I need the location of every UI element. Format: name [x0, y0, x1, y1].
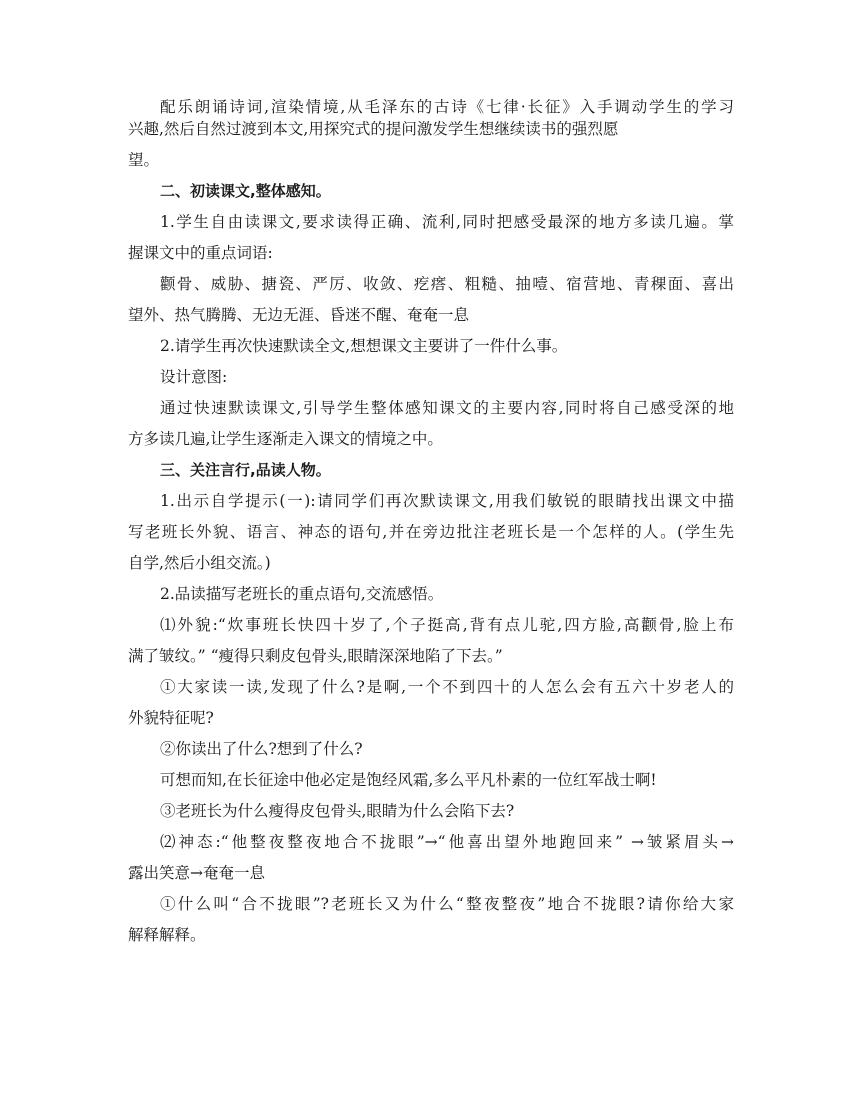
text-line: 解释解释。: [128, 926, 206, 944]
text-line: 1.学生自由读课文,要求读得正确、流利,同时把感受最深的地方多读几遍。掌: [160, 213, 734, 231]
paragraph: [128, 893, 734, 946]
paragraph: [128, 831, 734, 884]
text-line: 自学,然后小组交流。): [128, 554, 271, 572]
text-line: ①大家读一读,发现了什么?是啊,一个不到四十的人怎么会有五六十岁老人的: [160, 678, 734, 696]
text-line: 露出笑意→奄奄一息: [128, 864, 265, 882]
text-line: 望外、热气腾腾、无边无涯、昏迷不醒、奄奄一息: [128, 306, 470, 324]
text-line: 2.品读描写老班长的重点语句,交流感悟。: [160, 585, 444, 603]
text-line: 可想而知,在长征途中他必定是饱经风霜,多么平凡朴素的一位红军战士啊!: [160, 771, 657, 789]
section-heading: [128, 459, 734, 481]
text-line: 方多读几遍,让学生逐渐走入课文的情境之中。: [128, 430, 443, 448]
paragraph: [128, 490, 734, 574]
text-line: 外貌特征呢?: [128, 709, 214, 727]
text-line: ⑵神态:“他整夜整夜地合不拢眼”→“他喜出望外地跑回来” →皱紧眉头→: [160, 833, 734, 851]
text-line: 握课文中的重点词语:: [128, 244, 273, 262]
paragraph: [128, 676, 734, 729]
paragraph: [128, 614, 734, 667]
text-line: ⑴外貌:“炊事班长快四十岁了,个子挺高,背有点儿驼,四方脸,高颧骨,脸上布: [160, 616, 734, 634]
paragraph: [128, 800, 734, 822]
paragraph: [128, 583, 734, 605]
paragraph: [128, 769, 734, 791]
text-line: 望。: [128, 151, 160, 169]
paragraph: [128, 738, 734, 760]
text-line: 设计意图:: [160, 368, 228, 386]
document-page: [128, 96, 734, 955]
paragraph-intro: [128, 96, 734, 171]
text-line: 颧骨、威胁、搪瓷、严厉、收敛、疙瘩、粗糙、抽噎、宿营地、青稞面、喜出: [160, 275, 734, 293]
text-line: 1.出示自学提示(一):请同学们再次默读课文,用我们敏锐的眼睛找出课文中描: [160, 492, 734, 510]
heading-text: 二、初读课文,整体感知。: [160, 182, 331, 200]
paragraph: [128, 335, 734, 357]
text-line: 兴趣,然后自然过渡到本文,用探究式的提问激发学生想继续读书的强烈愿: [128, 120, 619, 138]
text-line: 配乐朗诵诗词,渲染情境,从毛泽东的古诗《七律·长征》入手调动学生的学习: [160, 98, 734, 116]
text-line: 2.请学生再次快速默读全文,想想课文主要讲了一件什么事。: [160, 337, 568, 355]
text-line: 满了皱纹。” “瘦得只剩皮包骨头,眼睛深深地陷了下去。”: [128, 647, 503, 665]
text-line: ②你读出了什么?想到了什么?: [160, 740, 363, 758]
paragraph: [128, 211, 734, 264]
vocabulary-list: [128, 273, 734, 326]
text-line: 写老班长外貌、语言、神态的语句,并在旁边批注老班长是一个怎样的人。(学生先: [128, 523, 734, 541]
heading-text: 三、关注言行,品读人物。: [160, 461, 331, 479]
text-line: 通过快速默读课文,引导学生整体感知课文的主要内容,同时将自己感受深的地: [160, 399, 734, 417]
paragraph: [128, 397, 734, 450]
text-line: ③老班长为什么瘦得皮包骨头,眼睛为什么会陷下去?: [160, 802, 515, 820]
design-intent-label: [128, 366, 734, 388]
section-heading: [128, 180, 734, 202]
text-line: ①什么叫“合不拢眼”?老班长又为什么“整夜整夜”地合不拢眼?请你给大家: [160, 895, 734, 913]
